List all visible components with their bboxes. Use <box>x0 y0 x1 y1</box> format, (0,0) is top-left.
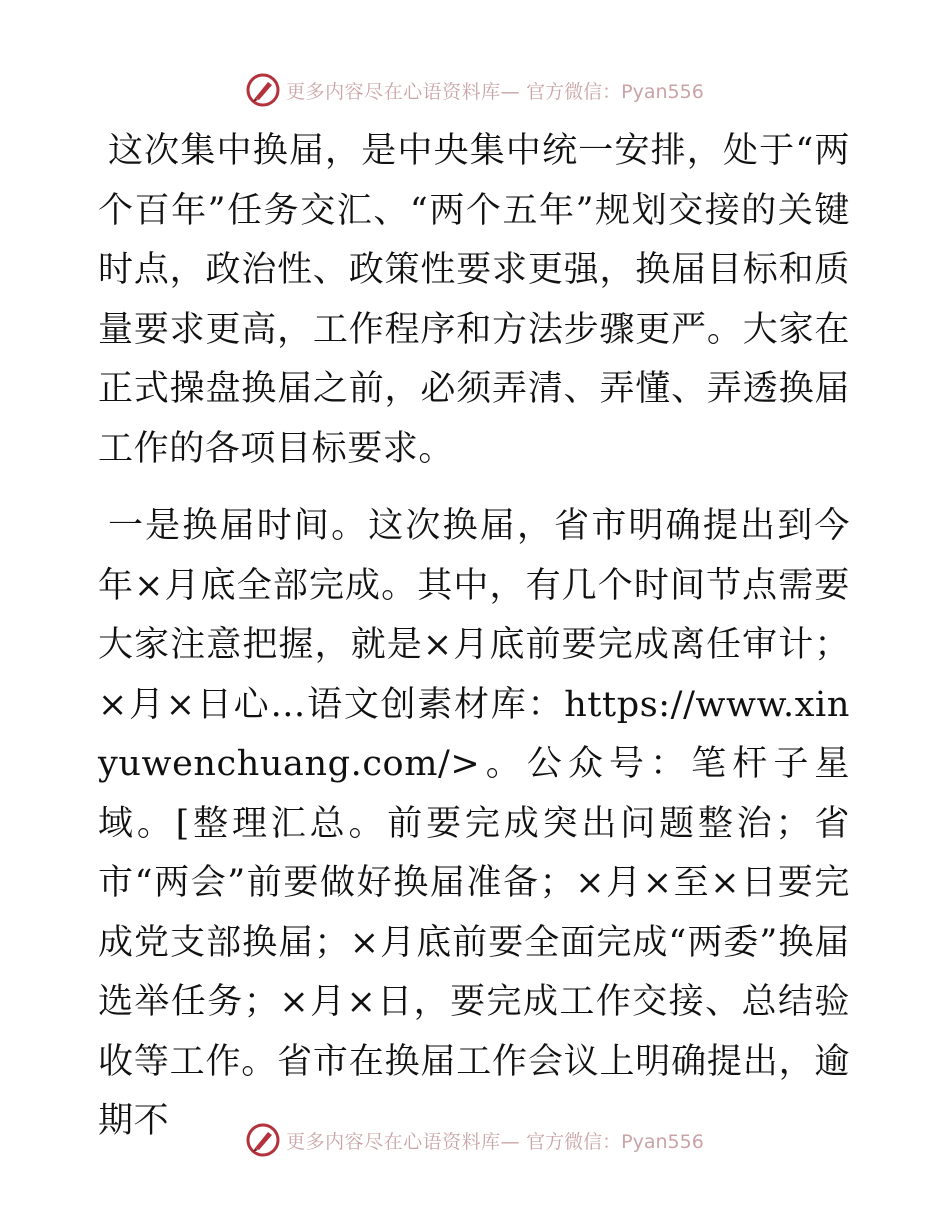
header-watermark <box>0 70 950 110</box>
pen-logo-icon <box>246 73 280 107</box>
watermark-contact: 官方微信：Pyan556 <box>526 1130 704 1153</box>
watermark-text: 更多内容尽在心语资料库— <box>286 80 521 103</box>
footer-watermark <box>0 1120 950 1160</box>
paragraph-1: 这次集中换届，是中央集中统一安排，处于“两个百年”任务交汇、“两个五年”规划交接的关键时点，政治性、政策性要求更强，换届目标和质量要求更高，工作程序和方法步骤更严。大家在正式操盘换届之前，必须弄清、弄懂、弄透换届工作的各项目标要求。 <box>98 131 850 469</box>
watermark-text: 更多内容尽在心语资料库— <box>286 1130 521 1153</box>
pen-logo-icon <box>246 1123 280 1157</box>
document-body <box>98 122 850 1152</box>
paragraph-2: 一是换届时间。这次换届，省市明确提出到今年×月底全部完成。其中，有几个时间节点需要大家注意把握，就是×月底前要完成离任审计；×月×日心…语文创素材库：https://www.xinyuwenchuang.com/>。公众号：笔杆子星域。[整理汇总。前要完成突出问题整治；省市“两会”前要做好换届准备；×月×至×日要完成党支部换届；×月底前要全面完成“两委”换届选举任务；×月×日，要完成工作交接、总结验收等工作。省市在换届工作会议上明确提出，逾期不 <box>98 506 850 1141</box>
watermark-contact: 官方微信：Pyan556 <box>526 80 704 103</box>
